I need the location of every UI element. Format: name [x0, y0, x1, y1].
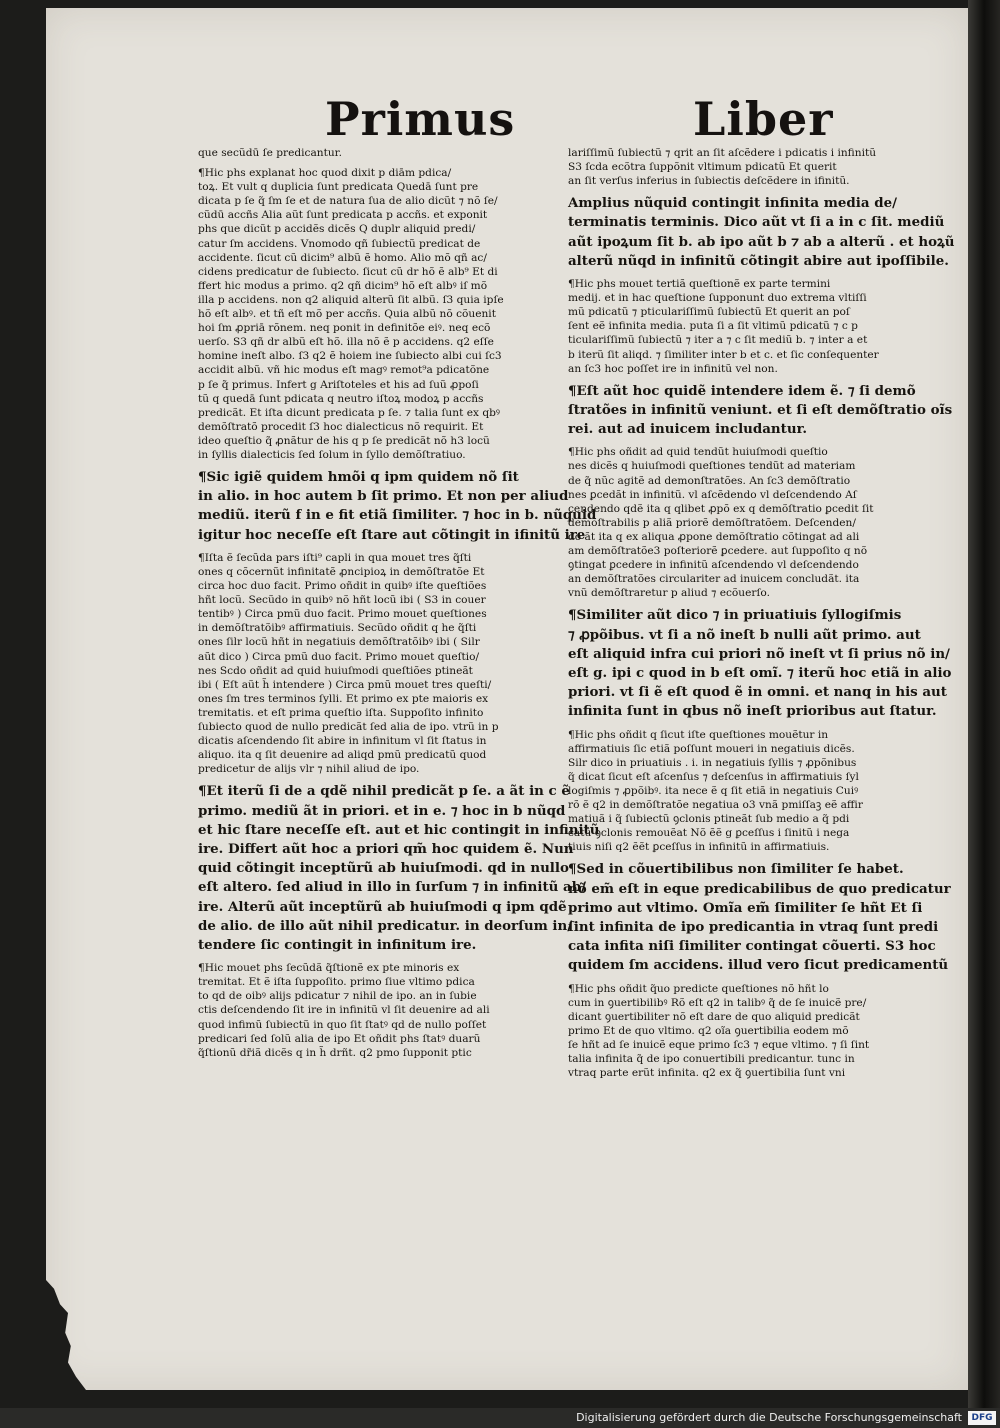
text-line: dicata p ſe q̃ ſm ſe et de natura ſua de alio dicũt ⁊ nõ ſe/ [198, 195, 498, 208]
text-line: rõ ẽ q2 in demõſtratõe negatiua o3 vnã pmiſſaꝫ eẽ affir [568, 799, 863, 812]
text-line: cum in ꝯuertibilibꝰ Rõ eſt q2 in talibꝰ q̃ de ſe inuicẽ pre/ [568, 996, 867, 1009]
text-line: ¶Hic phs mouet tertiã queſtionẽ ex parte termini [568, 278, 831, 291]
text-line: ire. Alterũ aũt inceptũrũ ab huiuſmodi q ipm qdẽ [198, 898, 567, 915]
text-line: que secũdū ſe predicantur. [198, 147, 342, 159]
text-line: ibi ( Eſt aũt h̃ intendere ) Circa pmũ mouet tres queſti/ [198, 678, 492, 691]
text-line: nõ em̃ eſt in eque predicabilibus de quo predicatur [568, 880, 951, 897]
text-line: igitur hoc neceſſe eſt ſtare aut cõtingit in ifinitũ ire [198, 526, 586, 543]
text-line: ones ſm tres terminos ſylli. Et primo ex pte maioris ex [198, 692, 489, 705]
text-line: circa hoc duo facit. Primo oñdit in quibꝰ iſte queſtiões [198, 580, 487, 593]
commentary-block [568, 277, 920, 376]
text-line: ¶Hic phs oñdit ad quid tendũt huiuſmodi queſtio [568, 446, 828, 459]
text-line: infinita ſunt in qbus nõ ineſt prioribus aut ſtatur. [568, 703, 937, 720]
text-line: de q̃ nũc agitẽ ad demonſtratões. An ſc3 demõſtratio [568, 474, 851, 487]
text-line: tentibꝰ ) Circa pmũ duo facit. Primo mouet queſtiones [198, 608, 487, 621]
dfg-logo: DFG [968, 1411, 996, 1425]
text-line: primo Et de quo vltimo. q2 oĩa ꝯuertibilia eodem mõ [568, 1024, 849, 1037]
text-line: b iterũ ſit aliqd. ⁊ ſimiliter inter b et c. et ſic conſequenter [568, 348, 879, 361]
text-line: ffert hic modus a primo. q2 qñ dicim⁹ hõ eſt albꝰ iſ mõ [198, 279, 488, 292]
commentary-block [198, 551, 544, 777]
digitization-credit: Digitalisierung gefördert durch die Deutsche Forschungsgemeinschaft [0, 1408, 1000, 1428]
text-line: ¶Hic phs oñdit q ſicut iſte queſtiones mouẽtur in [568, 728, 829, 741]
text-line: ticulariſſimũ ſubiectũ ⁊ iter a ⁊ c ſit mediũ b. ⁊ inter a et [568, 334, 868, 347]
text-line: alterũ nũqd in infinitũ cõtingit abire aut ipoſſibile. [568, 252, 949, 269]
text-line: in alio. in hoc autem b ſit primo. Et non per aliud [198, 488, 569, 505]
text-line: do ãt ita q ex aliqua ꝓpone demõſtratio cõtingat ad ali [568, 530, 860, 543]
text-line: ¶Hic mouet phs ſecũdã q̃ſtionẽ ex pte minoris ex [198, 962, 460, 975]
text-line: an demõſtratões circulariter ad inuicem concludãt. ita [568, 573, 860, 586]
aristotle-text-block [568, 860, 951, 975]
text-line: dicatis aſcendendo ſit abire in infinitum vl ſit ſtatus in [198, 735, 487, 748]
text-line: aũt dico ) Circa pmũ duo facit. Primo mouet queſtio/ [198, 650, 480, 663]
text-line: cidens predicatur de ſubiecto. ſicut cũ dr hõ ẽ alb⁹ Et di [198, 265, 498, 278]
text-line: ſint infinita de ipo predicantia in vtraq ſunt predi [568, 919, 939, 936]
text-line: to qd de oibꝰ alijs pdicatur ⁊ nihil de ipo. an in ſubie [198, 990, 477, 1003]
aristotle-text-block [568, 382, 953, 440]
text-line: toꝝ. Et vult q duplicia ſunt predicata Quedā ſunt pre [198, 181, 479, 194]
text-line: talia infinita q̃ de ipo conuertibili predicantur. tunc in [568, 1053, 855, 1066]
commentary-block [568, 445, 920, 600]
text-line: nes ꝑcedãt in infinitũ. vl aſcẽdendo vl deſcendendo Aſ [568, 488, 857, 501]
text-line: ideo queſtio q̃ ꝓnãtur de his q p ſe predicãt nõ h3 locũ [198, 434, 490, 447]
text-line: tiuis niſi q2 ẽẽt ꝑceſſus in infinitũ in affirmatiuis. [568, 841, 830, 854]
text-line: in demõſtratõibꝰ affirmatiuis. Secũdo oñdit q he q̃ſti [198, 622, 477, 635]
commentary-block [198, 146, 544, 160]
text-line: aũt ipoꝝum ſit b. ab ipo aũt b ⁊ ab a alterũ . et hoꝝũ [568, 233, 955, 250]
text-line: an ſc3 hoc poſſet ire in infinitũ vel non. [568, 362, 778, 375]
text-line: ¶Sic igiẽ quidem hmõi q ipm quidem nõ ſit [198, 469, 519, 486]
text-line: ¶Hic phs oñdit q̃uo predicte queſtiones nõ hñt lo [568, 982, 829, 995]
text-line: tremitatis. et eſt prima queſtio iſta. Suppoſito infinito [198, 706, 484, 719]
text-line: illa p accidens. non q2 aliquid alterũ ſit albũ. ſ3 quia ipſe [198, 293, 504, 306]
text-line: lariſſimũ ſubiectũ ⁊ qrit an ſit aſcẽdere i pdicatis i infinitũ [568, 147, 877, 159]
text-line: ones q cõcernũt infinitatẽ ꝓncipioꝝ in demõſtratõe Et [198, 565, 485, 578]
text-line: ¶Hic phs explanat hoc quod dixit p diām pdica/ [198, 167, 452, 180]
text-line: eſt aliquid infra cui priori nõ ineſt vt ſi prius nõ in/ [568, 645, 950, 662]
text-line: dicant ꝯuertibiliter nõ eſt dare de quo aliquid predicãt [568, 1010, 860, 1023]
text-line: ⁊ ꝓpõibus. vt ſi a nõ ineſt b nulli aũt primo. aut [568, 626, 921, 643]
text-line: et hic ſtare neceſſe eſt. aut et hic contingit in infinitũ [198, 821, 600, 838]
text-line: tendere ſic contingit in infinitum ire. [198, 937, 477, 953]
text-line: S3 ſcda ecõtra ſuppõnit vltimum pdicatũ Et querit [568, 161, 837, 174]
text-line: accidit albũ. vñ hic modus eſt magꝰ remot⁹a pdicatõne [198, 364, 490, 377]
text-line: predicãt. Et iſta dicunt predicata p ſe. ⁊ talia ſunt ex qbꝰ [198, 406, 500, 419]
text-line: eſt altero. ſed aliud in illo in ſurſum ⁊ in infinitũ ab/ [198, 879, 586, 896]
text-line: nes Scdo oñdit ad quid huiuſmodi queſtiões ptineãt [198, 664, 473, 677]
book-binding [968, 0, 1000, 1408]
text-line: rei. aut ad inuicem includantur. [568, 421, 808, 438]
commentary-block [568, 728, 920, 855]
text-line: ¶Iſta ẽ ſecũda pars iſti⁹ capli in qua mouet tres q̃ſti [198, 551, 472, 564]
text-line: Silr dico in priuatiuis . i. in negatiuis ſyllis ⁊ ꝓpõnibus [568, 756, 857, 769]
text-line: vtraq parte erũt infinita. q2 ex q̃ ꝯuertibilia ſunt vni [568, 1067, 846, 1080]
text-line: nes dicẽs q huiuſmodi queſtiones tendũt ad materiam [568, 460, 856, 473]
text-line: aliquo. ita q ſit deuenire ad aliqd pmũ predicatũ quod [198, 749, 487, 762]
text-line: catur ſm accidens. Vnomodo qñ ſubiectũ predicat de [198, 237, 481, 250]
text-line: an ſit verſus inferius in ſubiectis deſcẽdere in ifinitũ. [568, 175, 850, 188]
text-line: tũ q quedā ſunt pdicata q neutro iſtoꝝ modoꝝ p accñs [198, 392, 484, 405]
text-line: Amplius nũquid contingit infinita media de/ [568, 195, 897, 212]
text-line: vnũ demõſtraretur p aliud ⁊ ecõuerſo. [568, 587, 770, 600]
aristotle-text-block [568, 194, 955, 271]
text-line: terminatis terminis. Dico aũt vt ſi a in c ſit. mediũ [568, 214, 945, 231]
commentary-block [568, 982, 920, 1081]
text-line: accidente. ſicut cũ dicim⁹ albũ ẽ homo. Alio mõ qñ ac/ [198, 251, 487, 264]
text-line: ſe hñt ad ſe inuicẽ eque primo ſc3 ⁊ eque vltimo. ⁊ ſi ſint [568, 1039, 870, 1052]
text-line: ſtratões in infinitũ veniunt. et ſi eſt demõſtratio oĩs [568, 401, 953, 418]
text-line: ctis deſcendendo ſit ire in infinitũ vl ſit deuenire ad ali [198, 1004, 490, 1017]
text-line: ¶Similiter aũt dico ⁊ in priuatiuis ſyllogiſmis [568, 607, 902, 624]
text-line: ¶Sed in cõuertibilibus non ſimiliter ſe habet. [568, 861, 904, 878]
commentary-block [198, 166, 544, 462]
text-line: priori. vt ſi ẽ eſt quod ẽ in omni. et nanq in his aut [568, 684, 947, 701]
aristotle-text-block [198, 782, 600, 955]
aristotle-text-block [568, 606, 952, 721]
text-line: cũdū accñs Alia aũt ſunt predicata p accñs. et exponit [198, 209, 488, 222]
running-head-left: Primus [325, 92, 516, 146]
text-line: tremitat. Et ẽ iſta ſuppoſito. primo ſiue vltimo pdica [198, 976, 475, 989]
text-line: primo. mediũ ãt in priori. et in e. ⁊ hoc in b nũqd [198, 802, 566, 819]
text-line: q̃ſtionũ dr̃iã dicẽs q in h̃ drñt. q2 pmo ſupponit ptic [198, 1046, 472, 1059]
text-line: q̃ dicat ſicut eſt aſcenſus ⁊ deſcenſus in affirmatiuis ſyl [568, 770, 859, 783]
text-line: mũ pdicatũ ⁊ pticulariſſimũ ſubiectũ Et querit an poſ [568, 306, 850, 319]
text-line: in ſyllis dialecticis ſed ſolum in ſyllo demõſtratiuo. [198, 448, 466, 461]
text-line: demõſtrabilis p aliã priorẽ demõſtratõem. Deſcenden/ [568, 516, 856, 529]
left-text-column [198, 146, 600, 1066]
text-line: ire. Differt aũt hoc a priori qm̃ hoc quidem ẽ. Nun [198, 840, 574, 857]
text-line: quid cõtingit inceptũrũ ab huiuſmodi. qd in nullo [198, 860, 569, 877]
text-line: affirmatiuis ſic etiã poſſunt moueri in negatiuis dicẽs. [568, 742, 855, 755]
text-line: cata infita niſi ſimiliter contingat cõuerti. S3 hoc [568, 938, 936, 955]
text-line: am demõſtratõe3 poſteriorẽ ꝑcedere. aut ſuppoſito q nõ [568, 545, 868, 558]
text-line: phs que dicũt p accidẽs dicẽs Q duplr aliquid predi/ [198, 223, 476, 236]
text-line: ſent eẽ infinita media. puta ſi a ſit vltimũ pdicatũ ⁊ c p [568, 320, 858, 333]
text-line: ꝯtingat ꝑcedere in infinitũ aſcendendo vl deſcendendo [568, 559, 859, 572]
text-line: cendendo qdẽ ita q qlibet ꝓpõ ex q demõſtratio ꝑcedit ſit [568, 502, 874, 515]
text-line: ones ſilr locũ hñt in negatiuis demõſtratõibꝰ ibi ( Silr [198, 636, 480, 649]
text-line: predicetur de alijs vlr ⁊ nihil aliud de ipo. [198, 763, 420, 776]
aristotle-text-block [198, 468, 597, 545]
text-line: primo aut vltimo. Omĩa em̃ ſimiliter ſe hñt Et ſi [568, 899, 923, 916]
text-line: ſubiecto quod de nullo predicãt ſed alia de ipo. vtrũ in p [198, 721, 499, 733]
text-line: uerſo. S3 qñ dr albũ eſt hõ. illa nõ ẽ p accidens. q2 eſſe [198, 336, 494, 349]
text-line: logiſmis ⁊ ꝓpõibꝰ. ita nece ẽ q ſit etiã in negatiuis Cuiꝰ [568, 784, 859, 797]
right-text-column [568, 146, 955, 1086]
text-line: medij. et in hac queſtione ſupponunt duo extrema vltiſſi [568, 292, 867, 305]
commentary-block [568, 146, 920, 188]
text-line: hõ eſt albꝰ. et tñ eſt mõ per accñs. Quia albũ nõ cõuenit [198, 308, 496, 321]
text-line: homine ineſt albo. ſ3 q2 ẽ hoiem ine ſubiecto albi cui ſc3 [198, 350, 502, 363]
text-line: ¶Et iterũ ſi de a qdẽ nihil predicãt p ſe. a ãt in c ẽ [198, 783, 570, 800]
text-line: matiuã i q̃ ſubiectũ ꝯclonis ptineãt ſub medio a q̃ pdi [568, 813, 850, 826]
text-line: predicari ſed ſolũ alia de ipo Et oñdit phs ſtatꝰ duarũ [198, 1032, 481, 1045]
text-line: mediũ. iterũ f in e fit etiã ſimiliter. ⁊ hoc in b. nũquid [198, 507, 597, 524]
text-line: p ſe q̃ primus. Infert g Ariſtoteles et his ad ſuũ ꝓpoſi [198, 378, 479, 391]
commentary-block [198, 961, 544, 1060]
text-line: ¶Eſt aũt hoc quidẽ intendere idem ẽ. ⁊ ſi demõ [568, 382, 916, 399]
text-line: de alio. de illo aũt nihil predicatur. in deorſum in/ [198, 917, 573, 934]
text-line: quidem ſm accidens. illud vero ſicut predicamentũ [568, 957, 949, 974]
text-line: catũ ꝯclonis remouẽat Nõ ẽẽ g ꝑceſſus i ſinitũ i nega [568, 827, 850, 840]
text-line: demõſtratõ procedit ſ3 hoc dialecticus nõ requirit. Et [198, 420, 484, 433]
text-line: hñt locũ. Secũdo in quibꝰ nõ hñt locũ ibi ( S3 in couer [198, 594, 486, 607]
running-head-right: Liber [693, 92, 834, 146]
text-line: hoi ſm ꝓpriā rõnem. neq ponit in definitõe eiꝰ. neq ecõ [198, 322, 491, 335]
text-line: eſt g. ipi c quod in b eſt omĩ. ⁊ iterũ hoc etiã in alio [568, 665, 952, 681]
text-line: quod infimũ ſubiectũ in quo ſit ſtatꝰ qd de nullo poſſet [198, 1018, 487, 1031]
